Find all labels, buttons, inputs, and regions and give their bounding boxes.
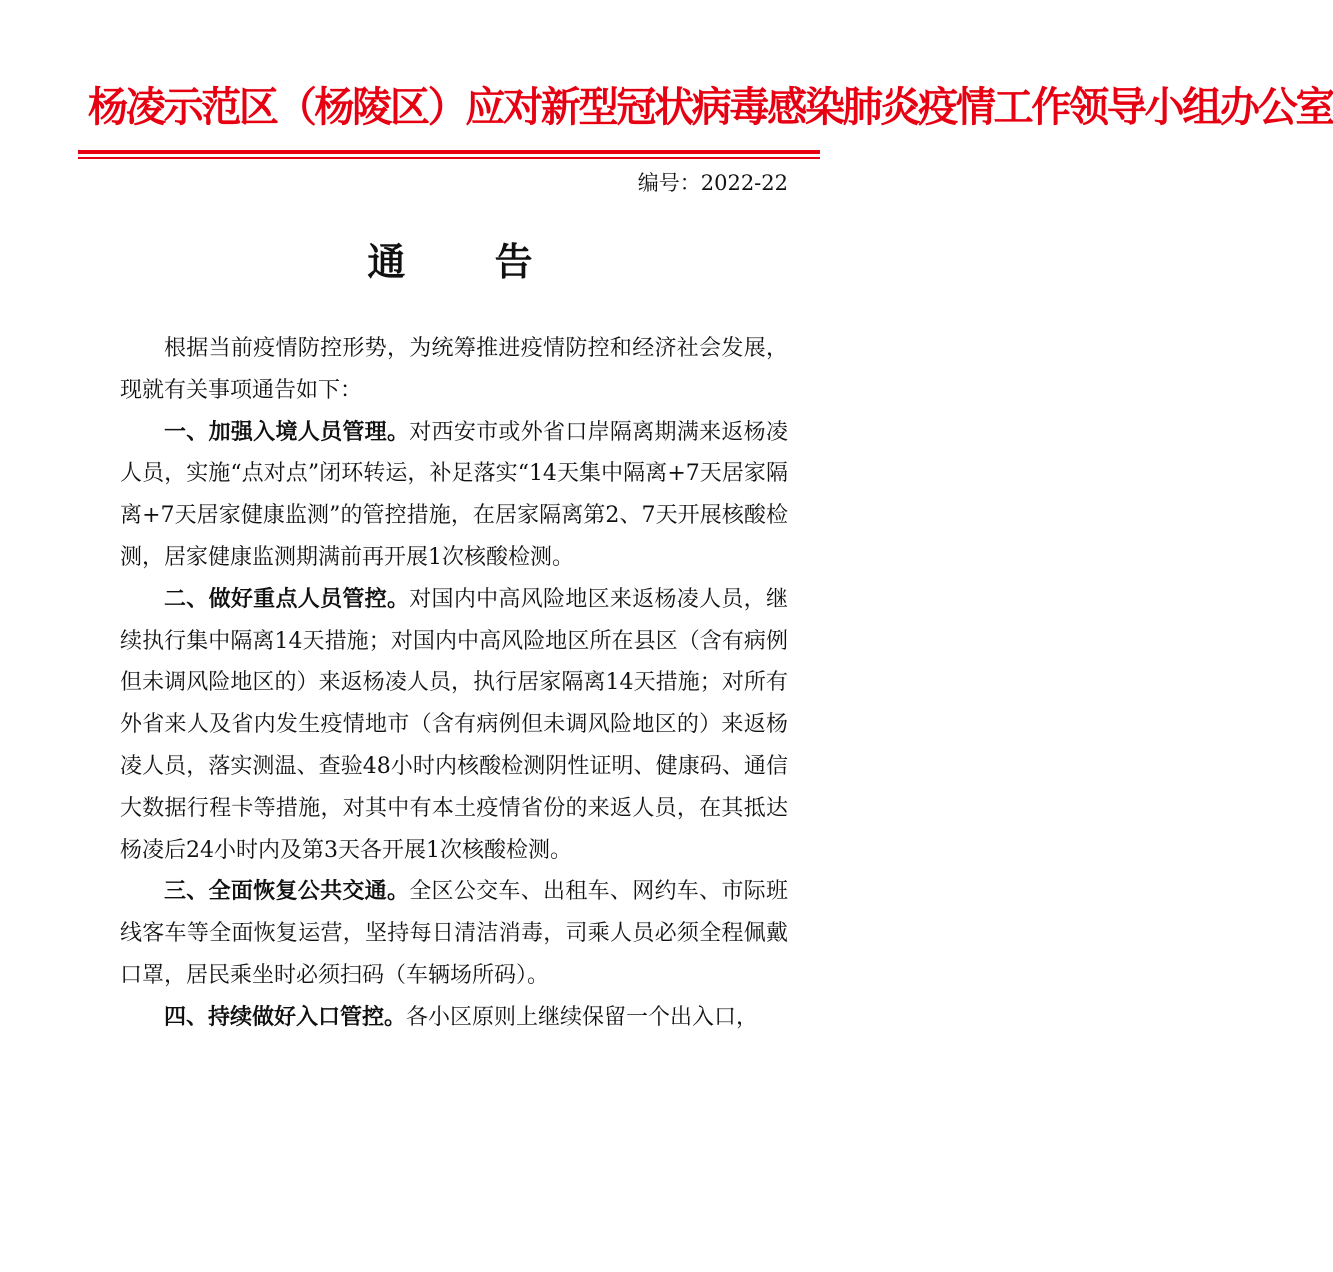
paragraph-lead: 一、加强入境人员管理。 — [164, 418, 410, 445]
paragraph-text: 根据当前疫情防控形势，为统筹推进疫情防控和经济社会发展，现就有关事项通告如下： — [120, 336, 788, 403]
paragraph-text: 各小区原则上继续保留一个出入口， — [406, 1004, 759, 1030]
document-number: 编号：2022-22 — [637, 171, 788, 195]
intro-paragraph — [120, 328, 788, 412]
paragraph-lead: 四、持续做好入口管控。 — [164, 1003, 407, 1030]
notice-title: 通 告 — [367, 239, 571, 284]
notice-body — [120, 328, 788, 1039]
paragraph-1 — [120, 412, 788, 579]
paragraph-3 — [120, 871, 788, 996]
paragraph-4 — [120, 997, 788, 1039]
paragraph-lead: 三、全面恢复公共交通。 — [164, 878, 410, 905]
paragraph-text: 对西安市或外省口岸隔离期满来返杨凌人员，实施“点对点”闭环转运，补足落实“14天集中隔离+7天居家隔离+7天居家健康监测”的管控措施，在居家隔离第2、7天开展核酸检测，居家健康监测期满前再开展1次核酸检测。 — [120, 419, 788, 570]
header-divider-thin — [78, 157, 820, 159]
issuer-header-title: 杨凌示范区（杨陵区）应对新型冠状病毒感染肺炎疫情工作领导小组办公室 — [88, 83, 1333, 131]
paragraph-2 — [120, 579, 788, 872]
paragraph-lead: 二、做好重点人员管控。 — [164, 585, 410, 612]
paragraph-text: 对国内中高风险地区来返杨凌人员，继续执行集中隔离14天措施；对国内中高风险地区所在县区（含有病例但未调风险地区的）来返杨凌人员，执行居家隔离14天措施；对所有外省来人及省内发生疫情地市（含有病例但未调风险地区的）来返杨凌人员，落实测温、查验48小时内核酸检测阴性证明、健康码、通信大数据行程卡等措施，对其中有本土疫情省份的来返人员，在其抵达杨凌后24小时内及第3天各开展1次核酸检测。 — [120, 586, 788, 863]
header-divider-thick — [78, 150, 820, 154]
paragraph-text: 全区公交车、出租车、网约车、市际班线客车等全面恢复运营，坚持每日清洁消毒，司乘人员必须全程佩戴口罩，居民乘坐时必须扫码（车辆场所码）。 — [120, 879, 788, 988]
